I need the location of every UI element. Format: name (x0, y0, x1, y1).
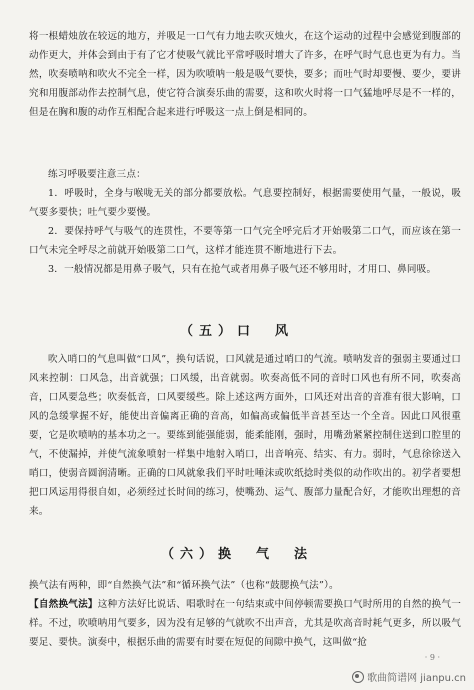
page-number: · 9 · (424, 653, 440, 662)
watermark-logo-icon (352, 671, 364, 683)
paragraph-breathing-point-1: 1．呼吸时，全身与喉咙无关的部分都要放松。气息要控制好，根据需要使用气量，一般说，吸气要多要快；吐气要少要慢。 (29, 188, 461, 218)
paragraph-natural-breath (29, 595, 461, 652)
section-heading-mouth-wind: （五）口 风 (179, 324, 294, 339)
site-watermark (352, 669, 466, 684)
natural-breath-label: 【自然换气法】 (29, 599, 98, 610)
paragraph-breathing-point-2: 2．要保持呼气与吸气的连贯性，不要等第一口气完全呼完后才开始吸第二口气，而应该在第一口气未完全呼尽之前就开始吸第二口气，这样才能连贯不断地进行下去。 (29, 226, 461, 256)
watermark-text: 歌曲简谱网 jianpu.cn (367, 673, 466, 684)
paragraph-breath-methods: 换气法有两种，即“自然换气法”和“循环换气法”（也称“鼓腮换气法”）。 (29, 580, 339, 591)
paragraph-breathing-point-3: 3．一般情况都是用鼻子吸气，只有在抢气或者用鼻子吸气还不够用时，才用口、鼻同吸。 (48, 264, 437, 275)
paragraph-breathing-intro: 练习呼吸要注意三点： (48, 169, 146, 180)
section-heading-breath-change: （六）换 气 法 (160, 547, 313, 562)
paragraph-mouth-wind: 吹入哨口的气息叫做“口风”，换句话说，口风就是通过哨口的气流。喷呐发音的强弱主要通过口风来控制：口风急，出音就强；口风缓，出音就弱。吹奏高低不同的音时口风也有所不同，吹奏高音，口风要急些；吹奏低音，口风要缓些。除上述这两方面外，口风还对出音的音准有很大影响，口风的急缓掌握不好，能使出音偏离正确的音高，如偏高或偏低半音甚至达一个全音。因此口风很重要，它是吹喷呐的基本功之一。要练到能强能弱，能柔能刚，强时，用嘴劲紧紧控制住送到口腔里的气，不使漏掉，并使气流象喷射一样集中地射入哨口，出音响亮、结实、有力。弱时，气息徐徐送入哨口，使弱音圆润清晰。正确的口风就象我们平时吐唾沫或吹纸捻时类似的动作吹出的。初学者要想把口风运用得很自如，必须经过长时间的练习，使嘴劲、运气、腹部力量配合好，才能吹出理想的音来。 (29, 354, 461, 517)
natural-breath-text: 这种方法好比说话、唱歌时在一句结束或中间停顿需要换口气时所用的自然的换气一样。不过，吹喷呐用气要多，因为没有足够的气就吹不出声音，尤其是吹高音时耗气更多，所以吸气要足、要快。演奏中，根据乐曲的需要有时要在短促的间隙中换气，这叫做“抢 (29, 599, 461, 648)
paragraph-blowing-candle: 将一根蜡烛放在较远的地方，并吸足一口气有力地去吹灭烛火，在这个运动的过程中会感觉到腹部的动作更大，并体会到由于有了它才使吸气就比平常呼吸时增大了许多，在呼气时气息也更为有力。当然，吹奏喷呐和吹火不完全一样，因为吹喷呐一般是吸气要快，要多；而吐气时却要慢、要少，要讲究和用腹部动作去控制气息，使它符合演奏乐曲的需要，这和吹火时将一口气猛地呼尽是不一样的，但是在胸和腹的动作互相配合起来进行呼吸这一点上倒是相同的。 (29, 31, 461, 118)
